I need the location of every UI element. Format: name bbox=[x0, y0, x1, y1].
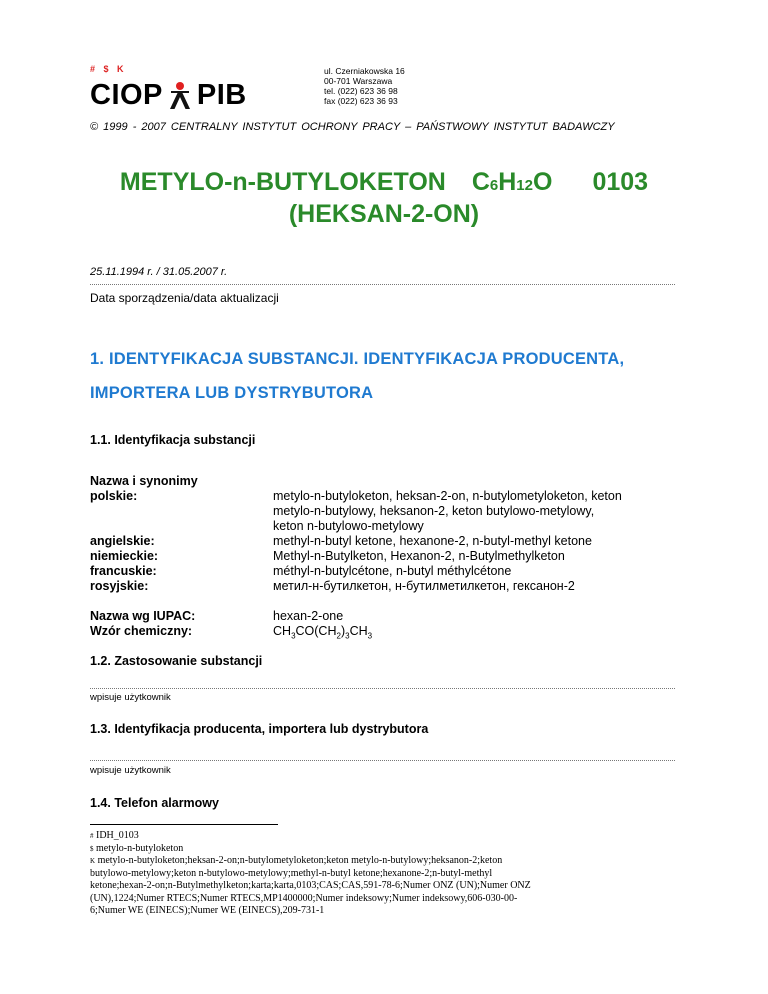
synonym-row: niemieckie: Methyl-n-Butylketon, Hexanon-2, n-Butylmethylketon bbox=[90, 549, 565, 563]
substance-name: METYLO-n-BUTYLOKETON bbox=[119, 168, 446, 196]
institute-address bbox=[324, 66, 405, 106]
synonym-row: angielskie: methyl-n-butyl ketone, hexanone-2, n-butyl-methyl ketone bbox=[90, 534, 592, 548]
iupac-block bbox=[90, 609, 690, 639]
copyright-line: © 1999 - 2007 CENTRALNY INSTYTUT OCHRONY PRACY – PAŃSTWOWY INSTYTUT BADAWCZY bbox=[90, 121, 615, 133]
logo-text-right: PIB bbox=[196, 79, 247, 111]
footnote-continuation: ketone;hexan-2-on;n-Butylmethylketon;karta;karta,0103;CAS;CAS,591-78-6;Numer ONZ (UN);Numer ONZ bbox=[90, 880, 531, 891]
footnotes bbox=[90, 830, 680, 918]
footnote-continuation: (UN),1224;Numer RTECS;Numer RTECS,MP1400000;Numer indeksowy;Numer indeksowy,606-030-00- bbox=[90, 892, 518, 904]
subsection-1-3: 1.3. Identyfikacja producenta, importera lub dystrybutora bbox=[90, 722, 429, 736]
subsection-1-4: 1.4. Telefon alarmowy bbox=[90, 796, 219, 810]
footnote: $^K$ metylo-n-butyloketon;heksan-2-on;n-butylometyloketon;keton metylo-n-butylowy;heksanon-2;keton bbox=[90, 855, 503, 866]
dates-value: 25.11.1994 r. / 31.05.2007 r. bbox=[90, 266, 228, 278]
synonym-row: rosyjskie: метил-н-бутилкетон, н-бутилметилкетон, гексанон-2 bbox=[90, 579, 575, 593]
address-line: ul. Czerniakowska 16 bbox=[324, 66, 405, 76]
dotted-rule bbox=[90, 760, 675, 761]
document-title bbox=[0, 168, 768, 229]
formula-label: Wzór chemiczny: bbox=[90, 624, 193, 638]
synonyms-table bbox=[90, 534, 690, 594]
dotted-rule bbox=[90, 284, 675, 285]
alternate-name: (HEKSAN-2-ON) bbox=[288, 200, 480, 228]
subsection-1-1: 1.1. Identyfikacja substancji bbox=[90, 433, 256, 447]
ciop-pib-logo bbox=[90, 80, 247, 110]
footnote: $ metylo-n-butyloketon bbox=[90, 842, 184, 854]
iupac-value: hexan-2-one bbox=[273, 609, 344, 623]
polish-synonyms: metylo-n-butyloketon, heksan-2-on, n-butylometyloketon, keton metylo-n-butylowy, heksanon-2, keton butylowo-metylowy, keton n-butylowo-metylowy bbox=[273, 489, 622, 533]
user-note: wpisuje użytkownik bbox=[90, 765, 171, 776]
user-note: wpisuje użytkownik bbox=[90, 692, 171, 703]
card-number: 0103 bbox=[592, 168, 649, 196]
iupac-label: Nazwa wg IUPAC: bbox=[90, 609, 196, 623]
chemical-formula: $CH_3CO(CH_2)_3CH_3$ bbox=[273, 624, 373, 641]
person-icon bbox=[167, 80, 193, 110]
footnote: # IDH_0103 bbox=[90, 830, 139, 841]
logo-text-left: CIOP bbox=[90, 79, 163, 111]
dotted-rule bbox=[90, 688, 675, 689]
section-heading: 1. IDENTYFIKACJA SUBSTANCJI. IDENTYFIKACJA PRODUCENTA, IMPORTERA LUB DYSTRYBUTORA bbox=[90, 350, 625, 402]
dates-label: Data sporządzenia/data aktualizacji bbox=[90, 291, 279, 305]
address-line: 00-701 Warszawa bbox=[324, 76, 393, 86]
address-line: tel. (022) 623 36 98 bbox=[324, 86, 398, 96]
names-label: Nazwa i synonimy polskie: bbox=[90, 474, 198, 503]
title-formula: C6H12O bbox=[471, 168, 553, 196]
footnote-rule bbox=[90, 824, 278, 825]
footnote-continuation: 6;Numer WE (EINECS);Numer WE (EINECS),209-731-1 bbox=[90, 905, 325, 916]
document-marks: # $ K bbox=[90, 64, 127, 74]
synonym-row: francuskie: méthyl-n-butylcétone, n-butyl méthylcétone bbox=[90, 564, 512, 578]
subsection-1-2: 1.2. Zastosowanie substancji bbox=[90, 654, 263, 668]
footnote-continuation: butylowo-metylowy;keton n-butylowo-metylowy;methyl-n-butyl ketone;hexanone-2;n-butyl-methyl bbox=[90, 867, 493, 879]
address-line: fax (022) 623 36 93 bbox=[324, 96, 398, 106]
